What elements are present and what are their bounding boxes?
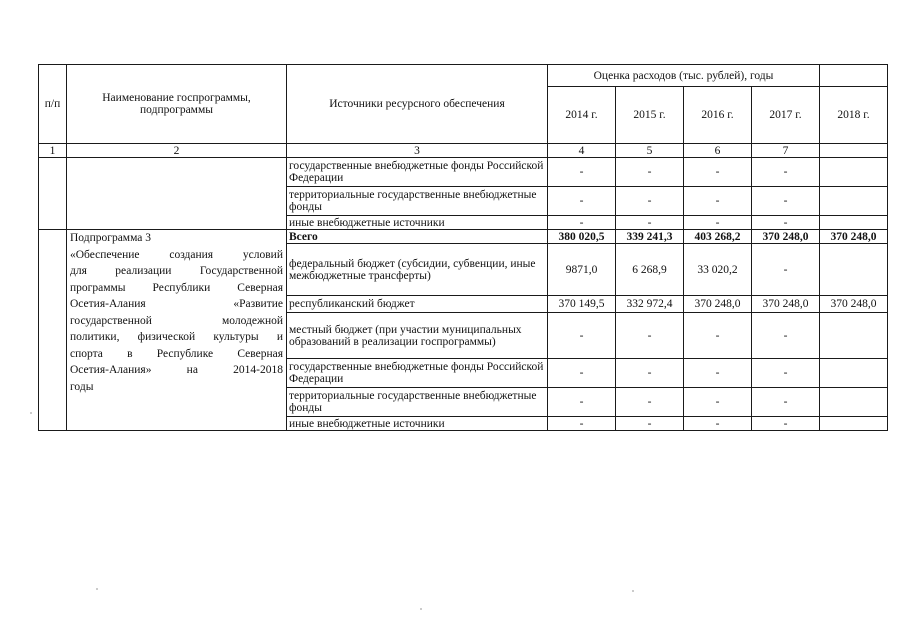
subprogram-line: Осетия-Алания «Развитие	[70, 298, 283, 310]
value-cell	[820, 359, 888, 388]
source-cell: иные внебюджетные источники	[287, 216, 548, 230]
index-cell: 3	[287, 144, 548, 158]
value-cell: 6 268,9	[616, 244, 684, 296]
value-cell: 370 149,5	[548, 296, 616, 313]
value-cell: -	[548, 417, 616, 431]
header-num: п/п	[39, 65, 67, 144]
value-cell	[820, 244, 888, 296]
subprogram-title: Подпрограмма 3	[70, 232, 152, 244]
header-source: Источники ресурсного обеспечения	[287, 65, 548, 144]
subprogram-line: государственной молодежной	[70, 314, 283, 327]
header-row-1	[39, 65, 888, 87]
value-cell: -	[616, 313, 684, 359]
header-year: 2018 г.	[820, 87, 888, 144]
index-cell-empty	[820, 144, 888, 158]
value-cell	[820, 313, 888, 359]
value-cell: -	[752, 359, 820, 388]
index-cell: 5	[616, 144, 684, 158]
value-cell: 370 248,0	[820, 230, 888, 244]
source-cell: государственные внебюджетные фонды Российской Федерации	[287, 359, 548, 388]
index-cell: 1	[39, 144, 67, 158]
value-cell: -	[684, 187, 752, 216]
subprogram-line: годы	[70, 380, 94, 393]
value-cell	[820, 388, 888, 417]
header-year: 2017 г.	[752, 87, 820, 144]
value-cell: -	[752, 187, 820, 216]
subprogram-line: Осетия-Алания» на 2014-2018	[70, 364, 283, 376]
value-cell: -	[616, 216, 684, 230]
value-cell: -	[752, 417, 820, 431]
scan-speck	[96, 588, 98, 590]
value-cell: -	[616, 388, 684, 417]
value-cell: 380 020,5	[548, 230, 616, 244]
value-cell: -	[548, 359, 616, 388]
value-cell	[820, 417, 888, 431]
num-cell	[39, 158, 67, 230]
value-cell: -	[684, 158, 752, 187]
value-cell: 403 268,2	[684, 230, 752, 244]
value-cell: -	[752, 313, 820, 359]
header-year: 2016 г.	[684, 87, 752, 144]
index-row	[39, 144, 888, 158]
name-cell	[67, 158, 287, 230]
value-cell: -	[684, 313, 752, 359]
subprogram-line: для реализации Государственной	[70, 265, 283, 277]
source-cell: государственные внебюджетные фонды Российской Федерации	[287, 158, 548, 187]
index-cell: 6	[684, 144, 752, 158]
subprogram-line: политики, физической культуры и	[70, 331, 283, 343]
value-cell: 370 248,0	[752, 296, 820, 313]
index-cell: 4	[548, 144, 616, 158]
value-cell: -	[616, 158, 684, 187]
source-cell: федеральный бюджет (субсидии, субвенции, иные межбюджетные трансферты)	[287, 244, 548, 296]
value-cell: -	[548, 158, 616, 187]
scan-speck	[30, 412, 32, 414]
source-cell: иные внебюджетные источники	[287, 417, 548, 431]
subprogram-line: программы Республики Северная	[70, 281, 283, 294]
value-cell: -	[616, 359, 684, 388]
value-cell: -	[752, 244, 820, 296]
table-row	[39, 230, 888, 244]
value-cell: 339 241,3	[616, 230, 684, 244]
header-year: 2014 г.	[548, 87, 616, 144]
value-cell: -	[548, 313, 616, 359]
value-cell	[820, 216, 888, 230]
value-cell: -	[548, 388, 616, 417]
index-cell: 7	[752, 144, 820, 158]
value-cell: 370 248,0	[684, 296, 752, 313]
value-cell	[820, 187, 888, 216]
num-cell	[39, 230, 67, 431]
value-cell: -	[684, 359, 752, 388]
subprogram-cell	[67, 230, 287, 431]
value-cell: -	[616, 417, 684, 431]
header-year: 2015 г.	[616, 87, 684, 144]
header-costs: Оценка расходов (тыс. рублей), годы	[548, 65, 820, 87]
value-cell: -	[548, 216, 616, 230]
value-cell: -	[752, 216, 820, 230]
subprogram-line: «Обеспечение создания условий	[70, 248, 283, 261]
value-cell: -	[752, 158, 820, 187]
source-cell: территориальные государственные внебюджетные фонды	[287, 187, 548, 216]
source-cell: местный бюджет (при участии муниципальных образований в реализации госпрограммы)	[287, 313, 548, 359]
subprogram-line: спорта в Республике Северная	[70, 347, 283, 360]
budget-table	[38, 64, 888, 431]
value-cell: 9871,0	[548, 244, 616, 296]
value-cell: 332 972,4	[616, 296, 684, 313]
value-cell: -	[548, 187, 616, 216]
header-empty	[820, 65, 888, 87]
source-cell: республиканский бюджет	[287, 296, 548, 313]
value-cell: -	[684, 417, 752, 431]
header-name: Наименование госпрограммы, подпрограммы	[67, 65, 287, 144]
value-cell	[820, 158, 888, 187]
table-row	[39, 158, 888, 187]
scan-speck	[420, 608, 422, 610]
value-cell: 370 248,0	[752, 230, 820, 244]
value-cell: -	[616, 187, 684, 216]
value-cell: -	[684, 216, 752, 230]
scan-speck	[632, 590, 634, 592]
value-cell: -	[684, 388, 752, 417]
source-cell: территориальные государственные внебюджетные фонды	[287, 388, 548, 417]
value-cell: 370 248,0	[820, 296, 888, 313]
value-cell: 33 020,2	[684, 244, 752, 296]
index-cell: 2	[67, 144, 287, 158]
source-cell-total: Всего	[287, 230, 548, 244]
value-cell: -	[752, 388, 820, 417]
